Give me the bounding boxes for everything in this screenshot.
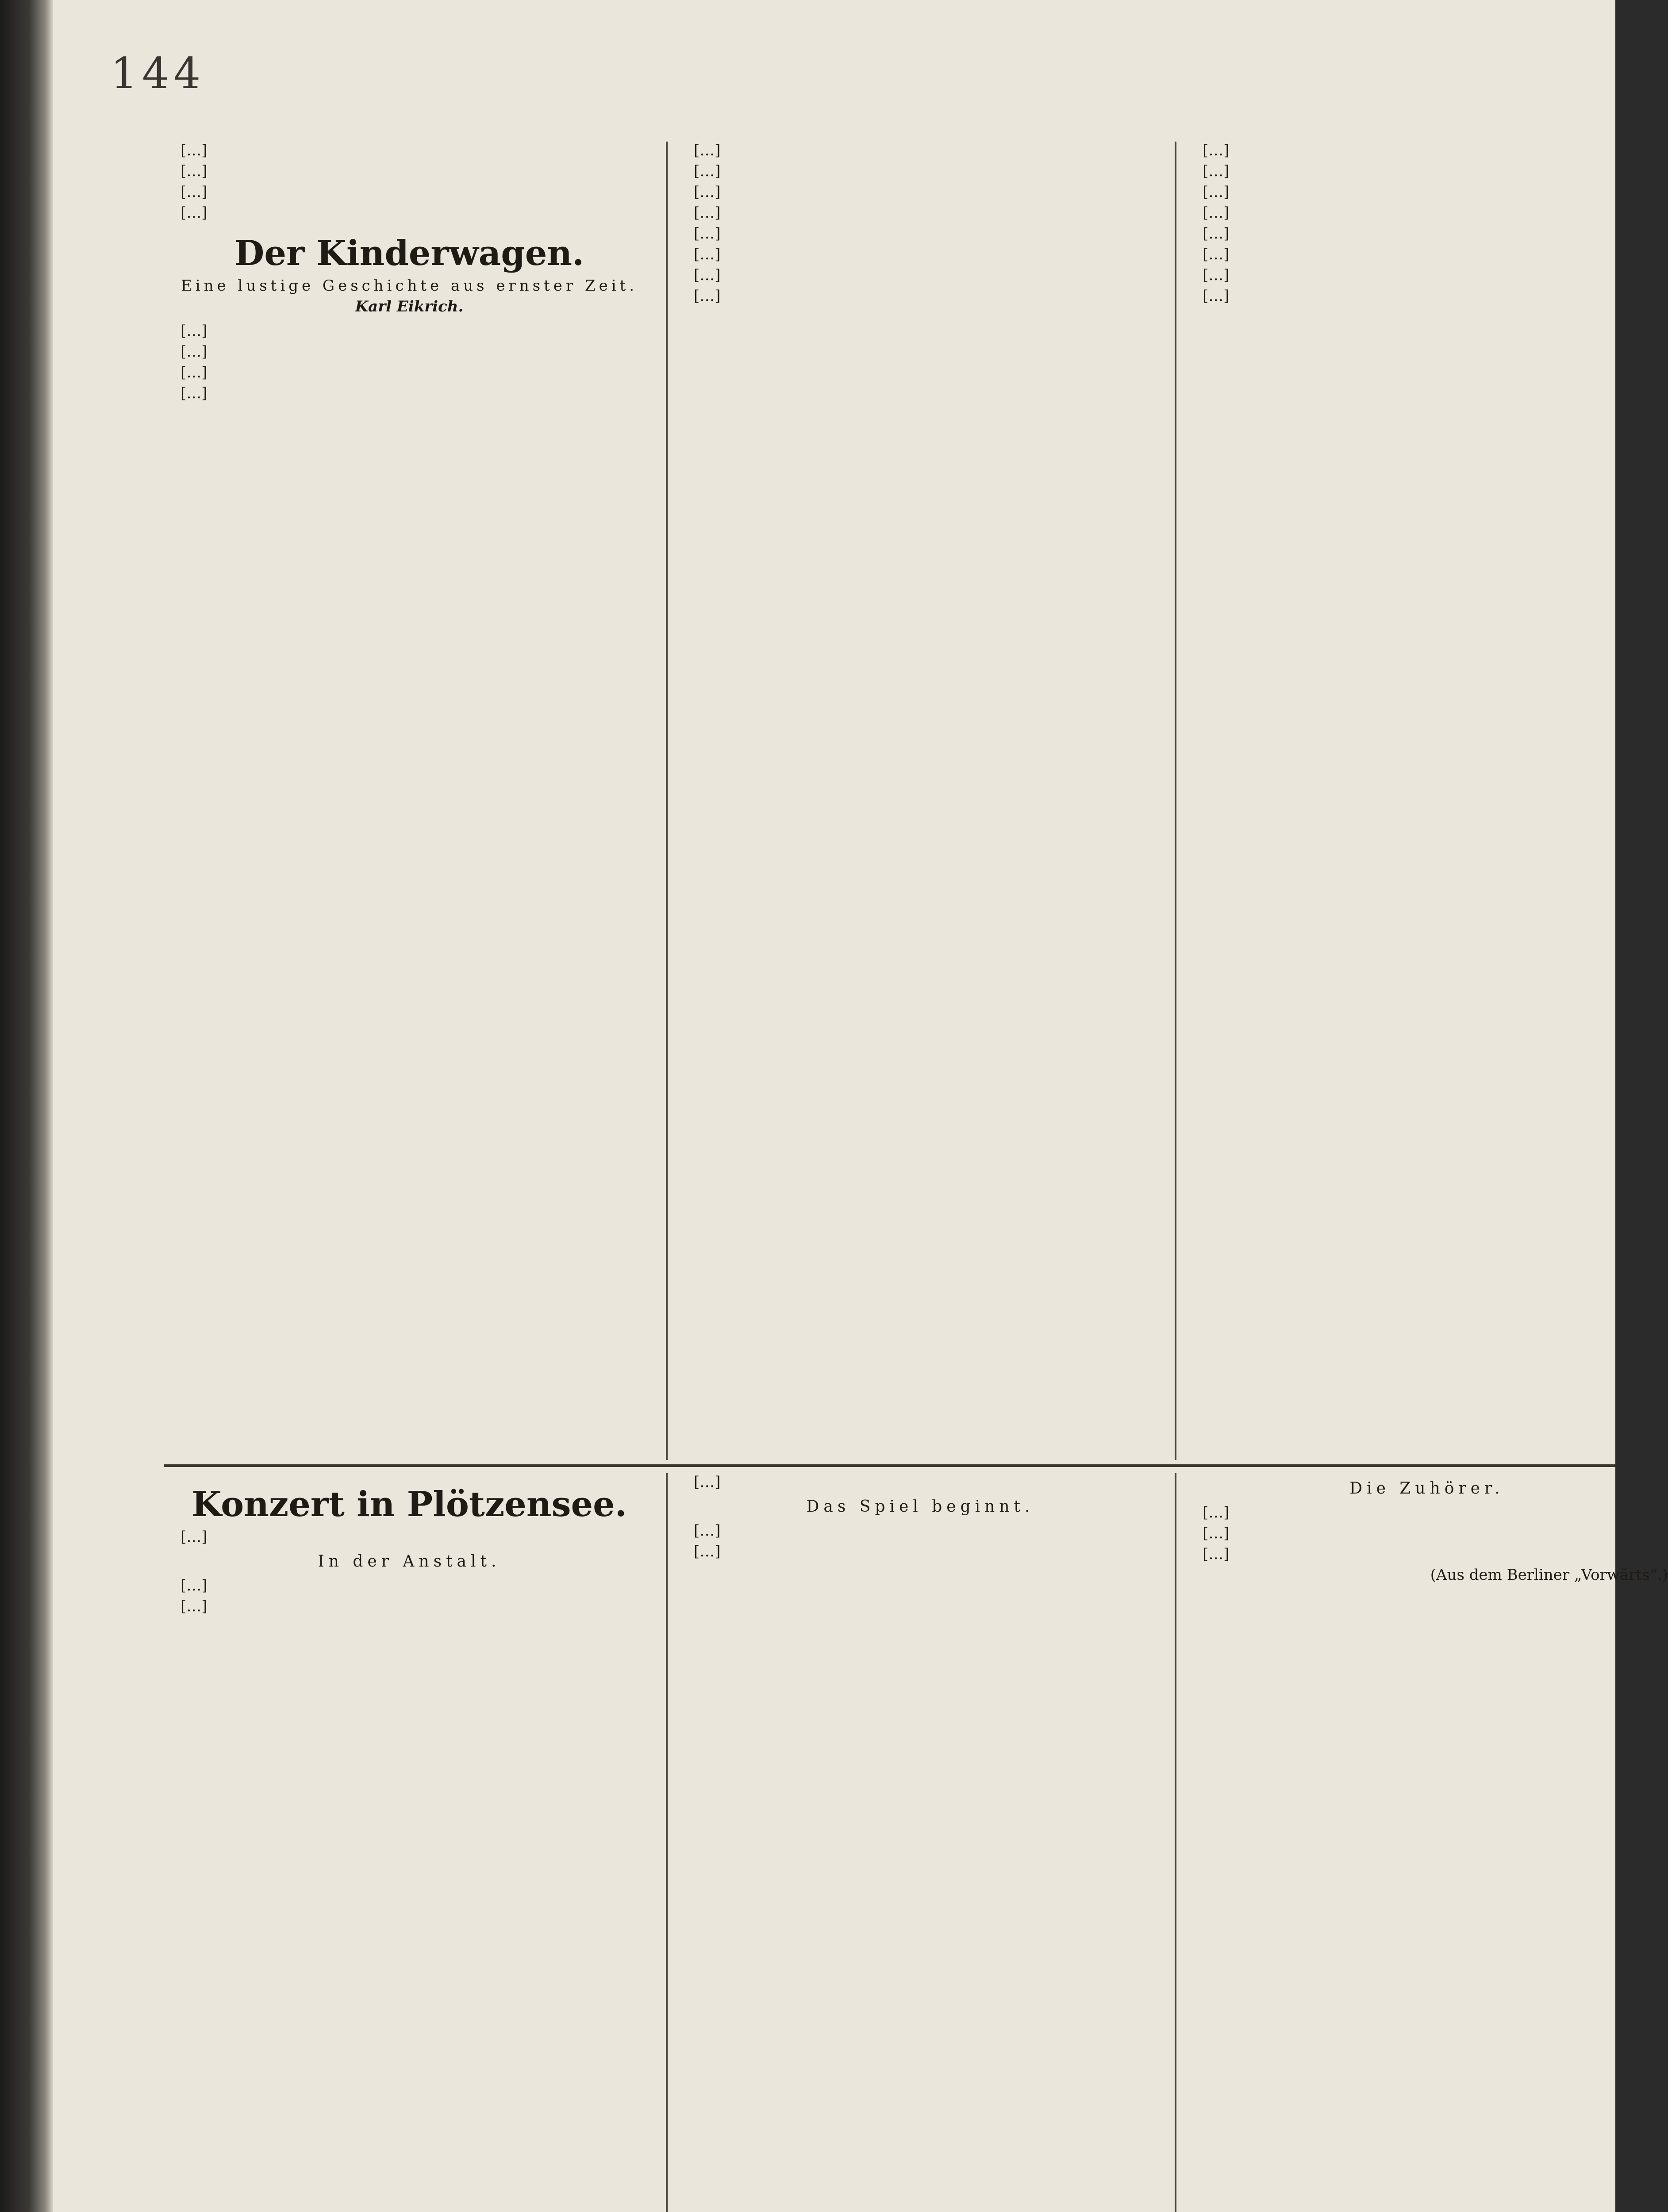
story-paragraph: […] bbox=[694, 142, 721, 159]
article-headline: Konzert in Plötzensee. bbox=[192, 1484, 627, 1525]
story-paragraph: […] bbox=[1203, 204, 1230, 222]
story-paragraph: […] bbox=[694, 266, 721, 284]
article-subheading: Eine lustige Geschichte aus ernster Zeit. bbox=[181, 277, 638, 295]
column-divider bbox=[1175, 142, 1176, 1460]
bottom-column-1 bbox=[164, 1473, 655, 2212]
article-headline: Der Kinderwagen. bbox=[234, 233, 584, 273]
story-paragraph: […] bbox=[181, 1577, 208, 1594]
column-divider bbox=[666, 142, 668, 1460]
article-byline: Karl Eikrich. bbox=[355, 298, 464, 315]
story-paragraph: […] bbox=[1203, 183, 1230, 201]
story-paragraph: […] bbox=[694, 1473, 721, 1491]
column-divider bbox=[666, 1473, 668, 2212]
story-paragraph: […] bbox=[181, 1528, 208, 1546]
story-paragraph: […] bbox=[694, 183, 721, 201]
top-column-3 bbox=[1186, 142, 1668, 1460]
news-item: […] bbox=[181, 204, 208, 222]
section-heading: In der Anstalt. bbox=[318, 1552, 501, 1571]
top-column-1 bbox=[164, 142, 655, 1460]
column-divider bbox=[1175, 1473, 1176, 2212]
bottom-column-3 bbox=[1186, 1473, 1668, 2212]
story-paragraph: […] bbox=[694, 287, 721, 305]
top-column-2 bbox=[677, 142, 1164, 1460]
story-paragraph: […] bbox=[694, 225, 721, 242]
book-binding-edge bbox=[0, 0, 53, 2212]
bottom-column-2 bbox=[677, 1473, 1164, 2212]
section-divider bbox=[164, 1464, 1615, 1467]
story-paragraph: […] bbox=[694, 246, 721, 263]
news-item: […] bbox=[181, 142, 208, 159]
story-paragraph: […] bbox=[1203, 142, 1230, 159]
page-number: 144 bbox=[111, 49, 205, 98]
story-paragraph: […] bbox=[1203, 1525, 1230, 1542]
story-paragraph: […] bbox=[181, 322, 208, 340]
story-paragraph: […] bbox=[1203, 246, 1230, 263]
story-paragraph: […] bbox=[694, 1543, 721, 1560]
story-paragraph: […] bbox=[181, 384, 208, 402]
story-paragraph: […] bbox=[694, 1522, 721, 1540]
story-paragraph: […] bbox=[1203, 225, 1230, 242]
story-paragraph: […] bbox=[1203, 266, 1230, 284]
story-paragraph: […] bbox=[1203, 1504, 1230, 1521]
newspaper-page bbox=[53, 0, 1668, 2212]
news-item: […] bbox=[181, 183, 208, 201]
source-credit: (Aus dem Berliner „Vorwärts“.) bbox=[1430, 1566, 1668, 1584]
story-paragraph: […] bbox=[181, 343, 208, 361]
story-paragraph: […] bbox=[694, 204, 721, 222]
story-paragraph: […] bbox=[1203, 1545, 1230, 1563]
section-heading: Die Zuhörer. bbox=[1349, 1479, 1504, 1498]
story-paragraph: […] bbox=[1203, 162, 1230, 180]
section-heading: Das Spiel beginnt. bbox=[806, 1498, 1034, 1516]
story-paragraph: […] bbox=[694, 162, 721, 180]
news-item: […] bbox=[181, 162, 208, 180]
story-paragraph: […] bbox=[181, 1598, 208, 1615]
story-paragraph: […] bbox=[1203, 287, 1230, 305]
story-paragraph: […] bbox=[181, 364, 208, 381]
